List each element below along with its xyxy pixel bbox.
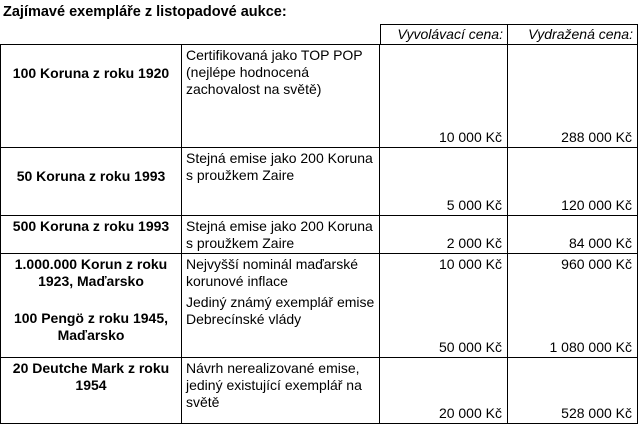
table-row <box>0 44 638 148</box>
banknote-note: Stejná emise jako 200 Koruna s proužkem Zaire <box>182 148 380 216</box>
banknote-name: 20 Deutche Mark z roku 1954 <box>0 358 182 424</box>
banknote-note: Nejvyšší nominál maďarské korunové inflace <box>186 256 358 289</box>
final-price: 528 000 Kč <box>561 405 632 421</box>
banknote-name: 500 Koruna z roku 1993 <box>0 216 182 254</box>
banknote-note: Certifikovaná jako TOP POP (nejlépe hodnocená zachovalost na světě) <box>182 44 380 148</box>
table-row <box>0 358 638 424</box>
final-price: 120 000 Kč <box>561 197 632 213</box>
header-blank-note <box>182 24 380 44</box>
starting-price: 20 000 Kč <box>438 405 502 421</box>
header-starting-price: Vyvolávací cena: <box>380 24 508 44</box>
banknote-name-secondary: 100 Pengö z roku 1945, Maďarsko <box>13 310 169 343</box>
banknote-name: 50 Koruna z roku 1993 <box>16 168 166 184</box>
banknote-note: Stejná emise jako 200 Koruna s proužkem Zaire <box>182 216 380 254</box>
starting-price-secondary: 50 000 Kč <box>438 339 502 355</box>
banknote-note: Návrh nerealizované emise, jediný existující exemplář na světě <box>182 358 380 424</box>
final-price: 960 000 Kč <box>561 256 632 272</box>
table-row <box>0 216 638 254</box>
banknote-name: 1.000.000 Korun z roku 1923, Maďarsko <box>14 256 168 289</box>
document-title: Zajímavé exempláře z listopadové aukce: <box>3 4 287 20</box>
header-blank-name <box>0 24 182 44</box>
table-row <box>0 148 638 216</box>
starting-price: 5 000 Kč <box>446 197 502 213</box>
final-price-secondary: 1 080 000 Kč <box>549 339 632 355</box>
banknote-name: 100 Koruna z roku 1920 <box>12 65 170 81</box>
final-price: 288 000 Kč <box>561 129 632 145</box>
final-price: 84 000 Kč <box>568 235 632 251</box>
starting-price: 2 000 Kč <box>446 235 502 251</box>
banknote-note-secondary: Jediný známý exemplář emise Debrecínské vlády <box>186 294 375 327</box>
auction-table <box>0 24 638 424</box>
starting-price: 10 000 Kč <box>438 256 502 272</box>
starting-price: 10 000 Kč <box>438 129 502 145</box>
table-header-row <box>0 24 638 44</box>
table-row <box>0 254 638 358</box>
header-final-price: Vydražená cena: <box>508 24 638 44</box>
